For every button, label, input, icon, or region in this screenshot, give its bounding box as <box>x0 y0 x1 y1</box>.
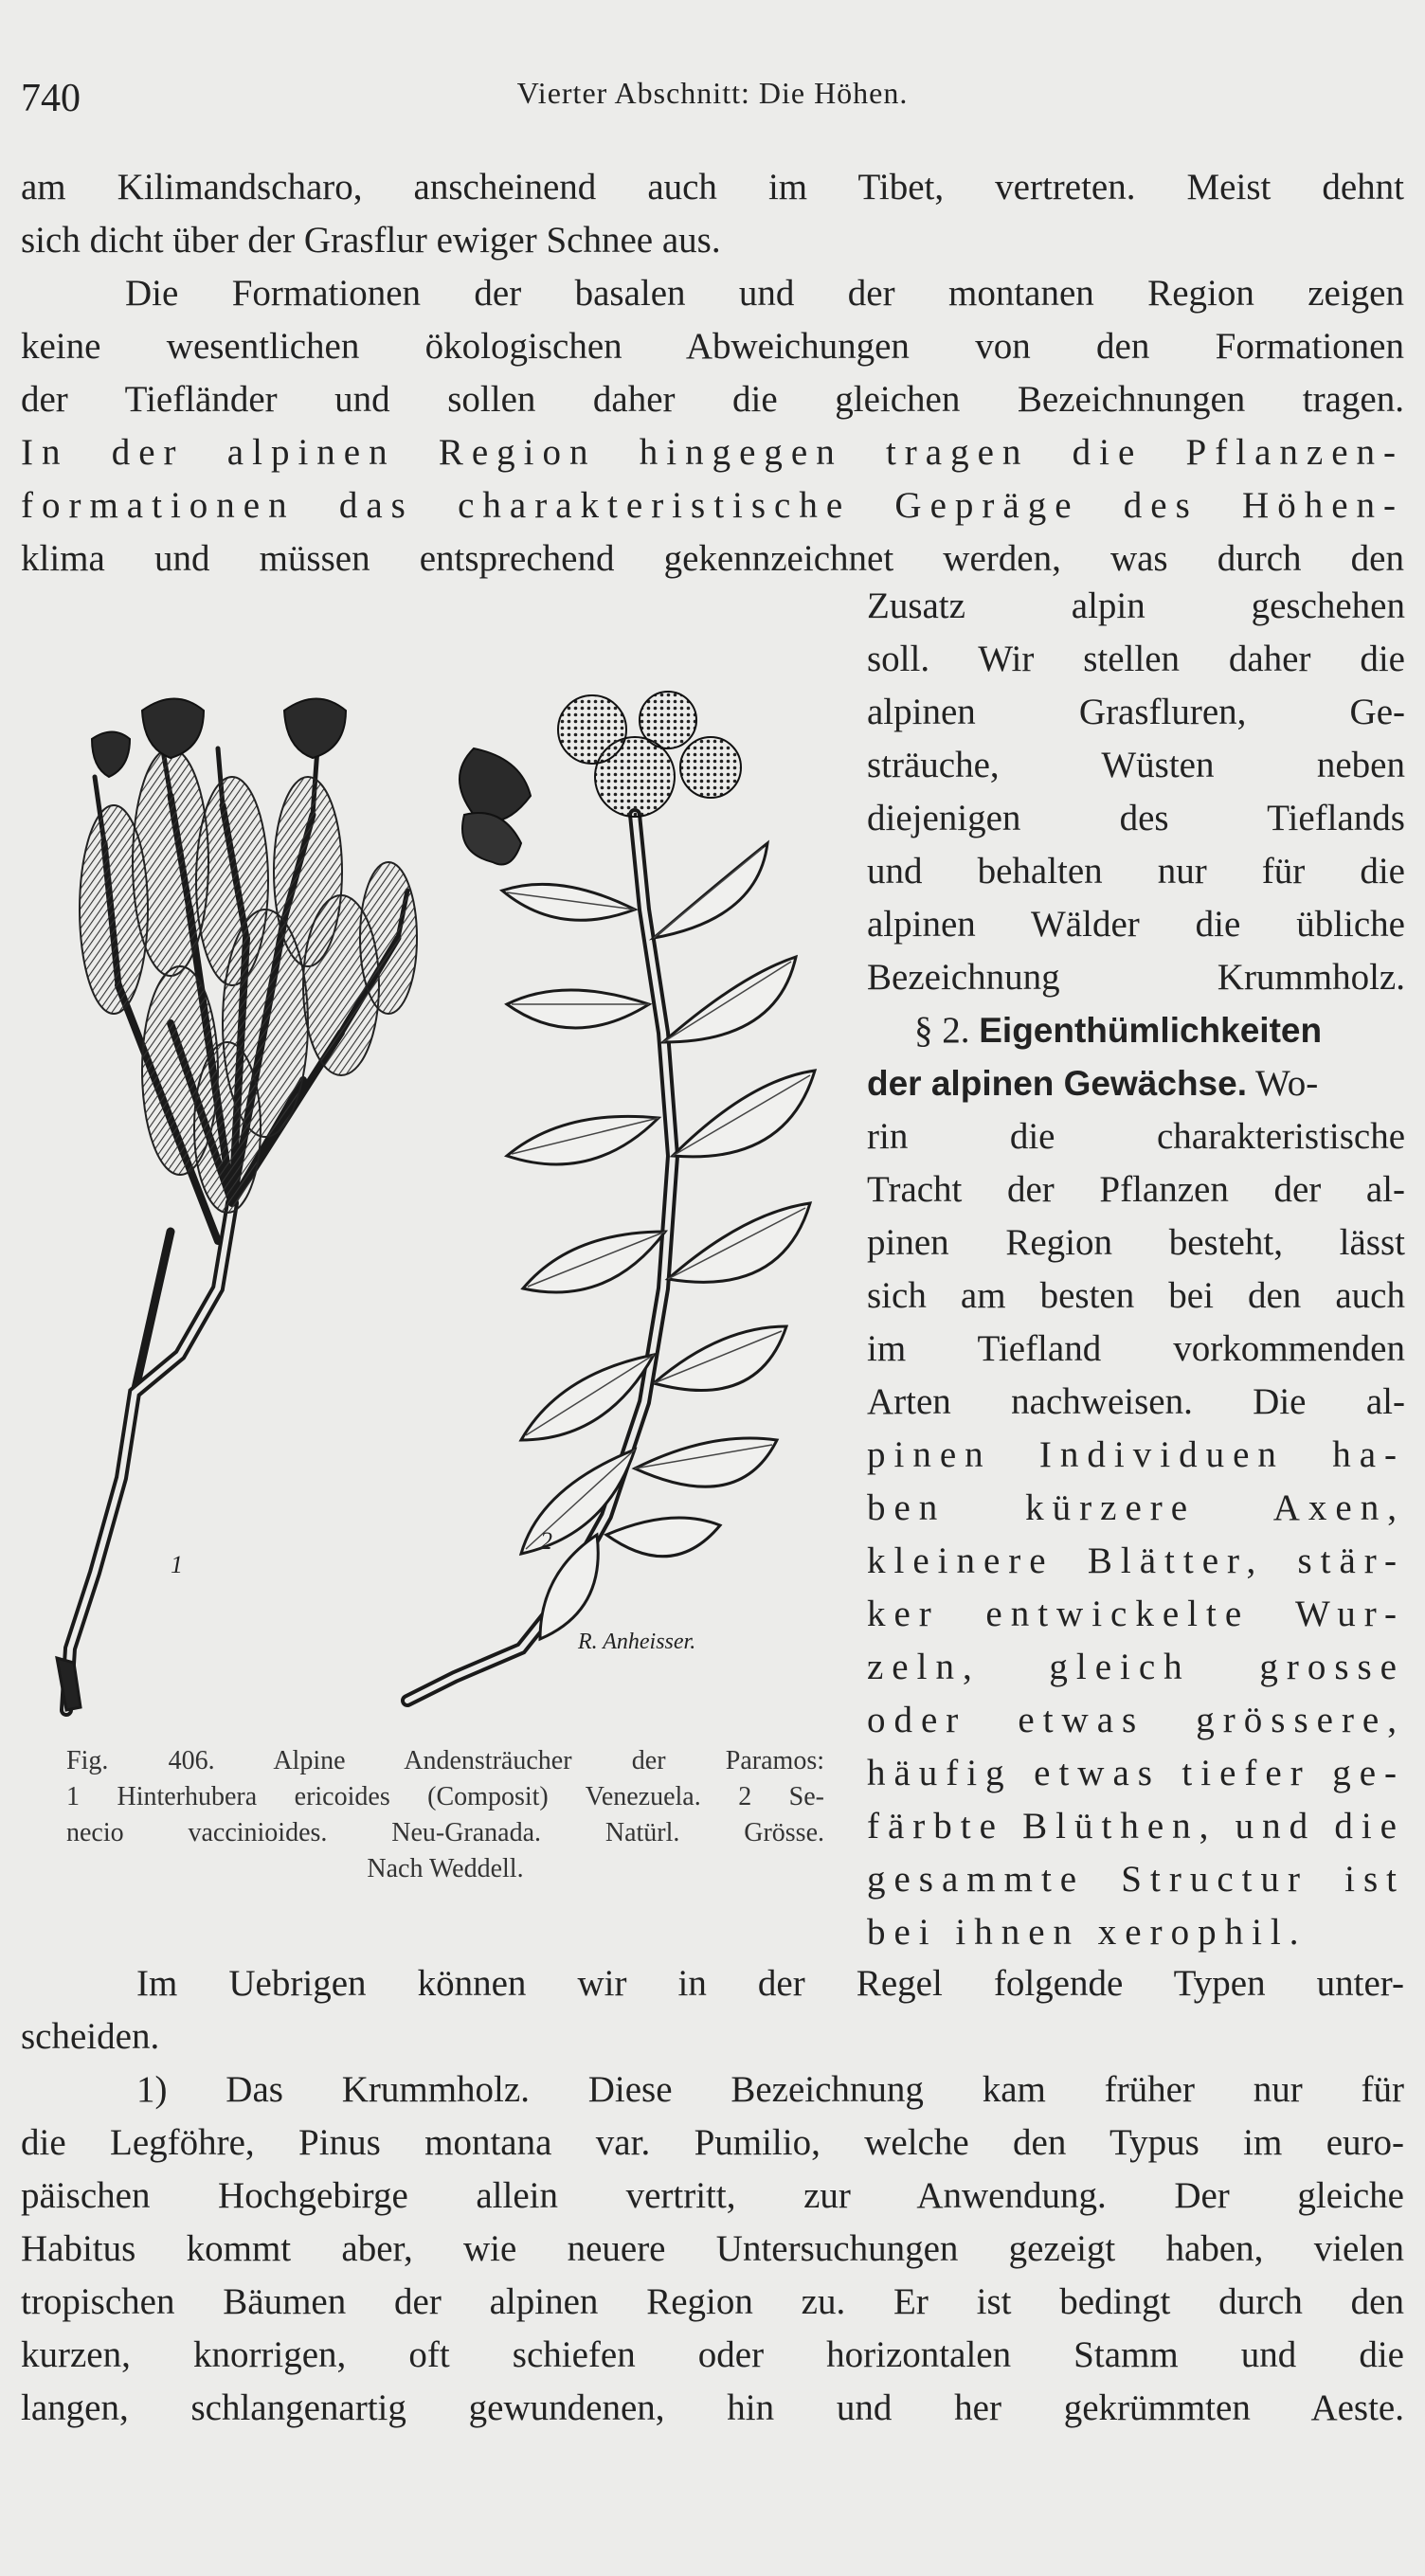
figure-label-2: 2 <box>540 1527 552 1555</box>
text-line: der Tiefländer und sollen daher die gleichen Bezeichnungen tragen. <box>21 379 1404 420</box>
text-line: sich dicht über der Grasflur ewiger Schnee aus. <box>21 220 721 261</box>
section-heading-line <box>867 1004 1405 1057</box>
text-line: sich am besten bei den auch <box>867 1275 1405 1316</box>
text-fragment: Wo- <box>1255 1063 1319 1104</box>
artist-signature: R. Anheisser. <box>578 1630 696 1654</box>
text-line: häufig etwas tiefer ge- <box>867 1753 1405 1793</box>
text-line: pinen Individuen ha- <box>867 1434 1405 1475</box>
figure-label-1: 1 <box>171 1551 183 1578</box>
text-line: keine wesentlichen ökologischen Abweichungen von den Formationen <box>21 326 1404 367</box>
text-line: alpinen Wälder die übliche <box>867 904 1405 945</box>
text-line: gesammte Structur ist <box>867 1859 1405 1900</box>
page-header <box>21 76 1404 123</box>
text-line: langen, schlangenartig gewundenen, hin und her gekrümmten Aeste. <box>21 2387 1404 2428</box>
caption-line: 1 Hinterhubera ericoides (Composit) Venezuela. 2 Se- <box>66 1782 824 1811</box>
text-line: kurzen, knorrigen, oft schiefen oder horizontalen Stamm und die <box>21 2334 1404 2375</box>
text-line: im Tiefland vorkommenden <box>867 1328 1405 1369</box>
running-head: Vierter Abschnitt: Die Höhen. <box>516 76 909 110</box>
text-line: ker entwickelte Wur- <box>867 1594 1405 1634</box>
plant-illustration <box>28 625 843 1734</box>
text-line: rin die charakteristische <box>867 1116 1405 1157</box>
text-line: Bezeichnung Krummholz. <box>867 957 1405 998</box>
text-line: formationen das charakteristische Gepräge des Höhen- <box>21 485 1404 526</box>
plant-1-foliage <box>80 748 417 1213</box>
text-line: diejenigen des Tieflands <box>867 798 1405 838</box>
text-line: kleinere Blätter, stär- <box>867 1540 1405 1581</box>
top-paragraph <box>21 161 1404 585</box>
page-number: 740 <box>21 77 81 120</box>
text-line: 1) Das Krummholz. Diese Bezeichnung kam früher nur für <box>136 2069 1404 2110</box>
text-line: oder etwas grössere, <box>867 1700 1405 1740</box>
text-line: Die Formationen der basalen und der montanen Region zeigen <box>125 273 1404 314</box>
text-line: soll. Wir stellen daher die <box>867 639 1405 679</box>
text-line: ben kürzere Axen, <box>867 1487 1405 1528</box>
section-title: der alpinen Gewächse. <box>867 1064 1247 1103</box>
text-line: die Legföhre, Pinus montana var. Pumilio, welche den Typus im euro- <box>21 2122 1404 2163</box>
figure-406 <box>28 625 843 1734</box>
caption-line: Fig. 406. Alpine Andensträucher der Paramos: <box>66 1746 824 1775</box>
text-line: tropischen Bäumen der alpinen Region zu. Er ist bedingt durch den <box>21 2281 1404 2322</box>
text-line: Zusatz alpin geschehen <box>867 585 1405 626</box>
caption-line: Nach Weddell. <box>367 1854 524 1883</box>
side-column-text <box>867 580 1405 1959</box>
section-number: § 2. <box>914 1010 970 1051</box>
text-line: alpinen Grasfluren, Ge- <box>867 692 1405 732</box>
text-line: päischen Hochgebirge allein vertritt, zur Anwendung. Der gleiche <box>21 2175 1404 2216</box>
text-line: am Kilimandscharo, anscheinend auch im Tibet, vertreten. Meist dehnt <box>21 167 1404 207</box>
text-line: pinen Region besteht, lässt <box>867 1222 1405 1263</box>
text-line: Im Uebrigen können wir in der Regel folgende Typen unter- <box>136 1963 1404 2004</box>
section-title: Eigenthümlichkeiten <box>979 1011 1323 1050</box>
text-line: und behalten nur für die <box>867 851 1405 892</box>
text-line: färbte Blüthen, und die <box>867 1806 1405 1846</box>
text-line: Tracht der Pflanzen der al- <box>867 1169 1405 1210</box>
text-line: Habitus kommt aber, wie neuere Untersuchungen gezeigt haben, vielen <box>21 2228 1404 2269</box>
text-line: Arten nachweisen. Die al- <box>867 1381 1405 1422</box>
bottom-paragraph <box>21 1957 1404 2435</box>
text-line: klima und müssen entsprechend gekennzeichnet werden, was durch den <box>21 538 1404 579</box>
text-line: sträuche, Wüsten neben <box>867 745 1405 785</box>
caption-line: necio vaccinioides. Neu-Granada. Natürl. Grösse. <box>66 1818 824 1847</box>
text-line: In der alpinen Region hingegen tragen die Pflanzen- <box>21 432 1404 473</box>
plant-2-flower-heads <box>460 692 741 865</box>
figure-caption <box>66 1743 824 1887</box>
text-line: bei ihnen xerophil. <box>867 1912 1308 1953</box>
section-heading-line <box>867 1057 1405 1110</box>
text-line: scheiden. <box>21 2016 160 2057</box>
text-line: zeln, gleich grosse <box>867 1647 1405 1687</box>
